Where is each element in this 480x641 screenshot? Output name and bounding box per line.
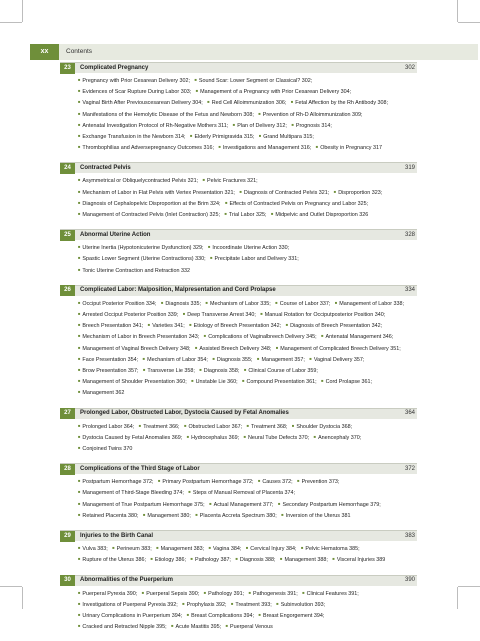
toc-entry[interactable]: ■ Diagnosis 358; [196, 368, 239, 374]
chapter-title: Contracted Pelvis [80, 164, 131, 171]
toc-entry[interactable]: ■ Tonic Uterine Contraction and Retraction 332 [75, 268, 190, 274]
toc-entry[interactable]: ■ Course of Labor 337; [272, 301, 330, 307]
running-header [30, 44, 478, 60]
chapter-section [60, 575, 417, 633]
chapter-num: 29 [60, 531, 75, 542]
toc-entry[interactable]: ■ Management of Contracted Pelvis (Inlet Contraction) 325; [75, 212, 220, 218]
toc-entry[interactable]: ■ Pathogenesis 391; [246, 591, 298, 597]
toc-entry[interactable]: ■ Puerperal Pyrexia 390; [75, 591, 137, 597]
toc-entry[interactable]: ■ Hydrocephalus 369; [184, 435, 239, 441]
toc-entry[interactable]: ■ Diagnosis 388; [232, 557, 275, 563]
chapter-num: 30 [60, 575, 75, 586]
toc-entry[interactable]: ■ Management of a Pregnancy with Prior Cesarean Delivery 304; [193, 89, 351, 95]
toc-entry[interactable]: ■ Mechanism of Labor in Breech Presentation 343; [75, 334, 199, 340]
toc-entry[interactable]: ■ Clinical Features 391; [299, 591, 359, 597]
toc-entry[interactable]: ■ Fetal Affection by the Rh Antibody 308; [288, 100, 388, 106]
toc-entry[interactable]: ■ Treatment 393; [228, 602, 272, 608]
toc-entry[interactable]: ■ Management 383; [153, 546, 204, 552]
toc-entry[interactable]: ■ Diagnosis 355; [209, 357, 252, 363]
chapter-entries [60, 296, 417, 399]
toc-entry[interactable]: ■ Midpelvic and Outlet Disproportion 326 [268, 212, 368, 218]
toc-entry[interactable]: ■ Diagnosis 335; [158, 301, 201, 307]
toc-entry[interactable]: ■ Subinvolution 393; [273, 602, 325, 608]
toc-entry[interactable]: ■ Etiology 386; [147, 557, 186, 563]
chapter-num: 24 [60, 163, 75, 174]
toc-entry[interactable]: ■ Management 362 [75, 390, 124, 396]
toc-entry[interactable]: ■ Breast Complications 394; [184, 613, 254, 619]
chapter-heading[interactable] [60, 162, 417, 173]
toc-entry[interactable]: ■ Obstructed Labor 367; [181, 424, 242, 430]
toc-entry[interactable]: ■ Management 380; [140, 513, 191, 519]
toc-entry[interactable]: ■ Plan of Delivery 312; [230, 123, 287, 129]
chapter-title: Abnormalities of the Puerperium [80, 577, 174, 583]
toc-entry[interactable]: ■ Conjoined Twins 370 [75, 446, 132, 452]
toc-entry[interactable]: ■ Management of Labor 338; [332, 301, 404, 307]
toc-entry[interactable]: ■ Inversion of the Uterus 381 [278, 513, 350, 519]
toc-entry[interactable]: ■ Mechanism of Labor 335; [203, 301, 271, 307]
chapter-entries [60, 419, 417, 455]
toc-entry[interactable]: ■ Trial Labor 325; [221, 212, 266, 218]
toc-entry[interactable]: ■ Management 357; [254, 357, 305, 363]
toc-entry[interactable]: ■ Disproportion 323; [331, 190, 382, 196]
toc-entry[interactable]: ■ Elderly Primigravida 315; [187, 134, 254, 140]
chapter-section [60, 408, 417, 455]
toc-entry[interactable]: ■ Antenatal Management 346; [318, 334, 393, 340]
toc-entry[interactable]: ■ Prevention 373; [294, 479, 339, 485]
toc-entry[interactable]: ■ Occiput Posterior Position 334; [75, 301, 156, 307]
toc-entry[interactable]: ■ Management of Third-Stage Bleeding 374; [75, 490, 184, 496]
toc-entry[interactable]: ■ Assisted Breech Delivery 348; [192, 346, 271, 352]
crop-mark [22, 0, 23, 22]
toc-entry[interactable]: ■ Mechanism of Labor 354; [140, 357, 208, 363]
toc-entry[interactable]: ■ Primary Postpartum Hemorrhage 372; [155, 479, 254, 485]
toc-entry[interactable]: ■ Investigations and Management 316; [215, 145, 311, 151]
toc-entry[interactable]: ■ Spastic Lower Segment (Uterine Contractions) 330; [75, 256, 206, 262]
toc-entry[interactable]: ■ Treatment 366; [136, 424, 180, 430]
table-of-contents [60, 62, 417, 641]
toc-entry[interactable]: ■ Neural Tube Defects 370; [241, 435, 310, 441]
crop-mark [22, 587, 23, 609]
toc-entry[interactable]: ■ Management of Shoulder Presentation 360; [75, 379, 187, 385]
toc-entry[interactable]: ■ Asymmetrical or Obliquelycontracted Pelvis 321; [75, 178, 198, 184]
chapter-title: Complicated Labor: Malposition, Malpresentation and Cord Prolapse [80, 287, 276, 294]
toc-entry[interactable]: ■ Uterine Inertia (Hypotonicuterine Dysfunction) 329; [75, 245, 203, 251]
toc-entry[interactable]: ■ Pathology 387; [188, 557, 231, 563]
page-number-tab: xx [30, 44, 59, 60]
toc-entry[interactable]: ■ Clinical Course of Labor 359; [241, 368, 318, 374]
chapter-section [60, 229, 417, 276]
toc-entry[interactable]: ■ Prophylaxis 392; [179, 602, 226, 608]
chapter-section [60, 285, 417, 399]
toc-entry[interactable]: ■ Causes 372; [255, 479, 293, 485]
toc-entry[interactable]: ■ Puerperal Venous [223, 624, 273, 630]
toc-entry[interactable]: ■ Incoordinate Uterine Action 330; [205, 245, 289, 251]
toc-entry[interactable]: ■ Exchange Transfusion in the Newborn 314; [75, 134, 186, 140]
toc-entry[interactable]: ■ Prognosis 314; [288, 123, 331, 129]
toc-entry[interactable]: ■ Precipitate Labor and Delivery 331; [207, 256, 299, 262]
toc-entry[interactable]: ■ Transverse Lie 358; [140, 368, 195, 374]
toc-entry[interactable]: ■ Brow Presentation 357; [75, 368, 138, 374]
toc-entry[interactable]: ■ Face Presentation 354; [75, 357, 138, 363]
chapter-entries [60, 73, 417, 153]
chapter-page: 383 [404, 532, 415, 539]
toc-entry[interactable]: ■ Pelvic Fractures 321; [200, 178, 258, 184]
toc-entry[interactable]: ■ Anencephaly 370; [311, 435, 362, 441]
toc-entry[interactable]: ■ Puerperal Sepsis 390; [139, 591, 199, 597]
toc-entry[interactable]: ■ Vaginal Delivery 357; [306, 357, 364, 363]
crop-mark [0, 586, 22, 587]
chapter-title: Complications of the Third Stage of Labor [80, 465, 200, 472]
toc-entry[interactable]: ■ Diagnosis of Breech Presentation 342; [283, 323, 382, 329]
chapter-num: 28 [60, 464, 75, 475]
toc-entry[interactable]: ■ Investigations of Puerperal Pyrexia 392; [75, 602, 178, 608]
toc-entry[interactable]: ■ Perineum 383; [109, 546, 151, 552]
toc-entry[interactable]: ■ Urinary Complications in Puerperium 394; [75, 613, 182, 619]
chapter-num: 23 [60, 63, 75, 74]
chapter-title: Complicated Pregnancy [80, 64, 149, 71]
chapter-page: 364 [404, 410, 415, 417]
toc-entry[interactable]: ■ Vagina 384; [206, 546, 242, 552]
toc-entry[interactable]: ■ Manual Rotation for Occiputposterior Position 340; [257, 312, 385, 318]
toc-entry[interactable]: ■ Actual Management 377; [206, 502, 273, 508]
chapter-entries [60, 586, 417, 633]
chapter-entries [60, 541, 417, 565]
toc-entry[interactable]: ■ Management of True Postpartum Hemorrhage 375; [75, 502, 205, 508]
crop-mark [0, 22, 22, 23]
toc-entry[interactable]: ■ Prolonged Labor 364; [75, 424, 134, 430]
chapter-entries [60, 474, 417, 521]
toc-entry[interactable]: ■ Compound Presentation 361; [239, 379, 317, 385]
header-title: Contents [66, 48, 93, 55]
toc-entry[interactable]: ■ Breech Presentation 341; [75, 323, 143, 329]
chapter-page: 302 [404, 64, 415, 71]
crop-mark [457, 587, 458, 609]
toc-entry[interactable]: ■ Arrested Occiput Posterior Position 339; [75, 312, 178, 318]
toc-entry[interactable]: ■ Thrombophilias and Adversepregnancy Outcomes 316; [75, 145, 214, 151]
toc-entry[interactable]: ■ Dystocia Caused by Fetal Anomalies 369; [75, 435, 182, 441]
toc-entry[interactable]: ■ Effects of Contracted Pelvis on Pregnancy and Labor 325; [222, 201, 368, 207]
toc-entry[interactable]: ■ Antenatal Investigation Protocol of Rh-Negative Mothers 311; [75, 123, 228, 129]
chapter-heading[interactable] [60, 229, 417, 240]
toc-entry[interactable]: ■ Breast Engorgement 394; [256, 613, 325, 619]
chapter-heading[interactable] [60, 530, 417, 541]
crop-mark [457, 0, 458, 22]
toc-entry[interactable]: ■ Manifestations of the Hemolytic Disease of the Fetus and Newborn 308; [75, 112, 254, 118]
toc-entry[interactable]: ■ Etiology of Breech Presentation 342; [186, 323, 281, 329]
chapter-entries [60, 173, 417, 220]
chapter-page: 372 [404, 465, 415, 472]
toc-entry[interactable]: ■ Pathology 391; [201, 591, 244, 597]
toc-entry[interactable]: ■ Obesity in Pregnancy 317 [313, 145, 382, 151]
chapter-num: 26 [60, 285, 75, 296]
chapter-heading[interactable] [60, 408, 417, 419]
toc-entry[interactable]: ■ Management 388; [277, 557, 328, 563]
toc-entry[interactable]: ■ Cervical Injury 384; [243, 546, 297, 552]
toc-entry[interactable]: ■ Steps of Manual Removal of Placenta 374; [185, 490, 295, 496]
chapter-title: Injuries to the Birth Canal [80, 532, 154, 539]
toc-entry[interactable]: ■ Management of Vaginal Breech Delivery 348; [75, 346, 191, 352]
crop-mark [458, 586, 480, 587]
toc-entry[interactable]: ■ Vulva 383; [75, 546, 108, 552]
toc-entry[interactable]: ■ Complications of Vaginalbreech Delivery 345; [201, 334, 317, 340]
toc-entry[interactable]: ■ Grand Multipara 315; [256, 134, 314, 140]
toc-entry[interactable]: ■ Secondary Postpartum Hemorrhage 379; [275, 502, 381, 508]
chapter-page: 328 [404, 231, 415, 238]
chapter-page: 390 [404, 577, 415, 583]
toc-entry[interactable]: ■ Management of Complicated Breech Delivery 351; [273, 346, 401, 352]
crop-mark [458, 22, 480, 23]
toc-entry[interactable]: ■ Deep Transverse Arrest 340; [180, 312, 256, 318]
chapter-num: 27 [60, 408, 75, 419]
chapter-section [60, 162, 417, 220]
toc-entry[interactable]: ■ Evidences of Scar Rupture During Labor 303; [75, 89, 191, 95]
chapter-section [60, 530, 417, 565]
toc-entry[interactable]: ■ Shoulder Dystocia 368; [289, 424, 352, 430]
toc-entry[interactable]: ■ Diagnosis of Cephalopelvic Disproportion at the Brim 324; [75, 201, 221, 207]
toc-entry[interactable]: ■ Pregnancy with Prior Cesarean Delivery 302; [75, 78, 190, 84]
toc-entry[interactable]: ■ Diagnosis of Contracted Pelvis 321; [236, 190, 329, 196]
toc-entry[interactable]: ■ Retained Placenta 380; [75, 513, 138, 519]
toc-entry[interactable]: ■ Sound Scar: Lower Segment or Classical? 302; [192, 78, 313, 84]
toc-entry[interactable]: ■ Vaginal Birth After Previouscesarean Delivery 304; [75, 100, 203, 106]
chapter-section [60, 463, 417, 521]
chapter-page: 334 [404, 287, 415, 294]
toc-entry[interactable]: ■ Visceral Injuries 389 [329, 557, 385, 563]
chapter-title: Abnormal Uterine Action [80, 231, 151, 238]
chapter-heading[interactable] [60, 285, 417, 296]
chapter-heading[interactable] [60, 463, 417, 474]
toc-entry[interactable]: ■ Rupture of the Uterus 386; [75, 557, 146, 563]
chapter-title: Prolonged Labor, Obstructed Labor, Dystocia Caused by Fetal Anomalies [80, 410, 289, 417]
chapter-entries [60, 240, 417, 276]
toc-entry[interactable]: ■ Unstable Lie 360; [188, 379, 237, 385]
toc-entry[interactable]: ■ Varieties 341; [145, 323, 185, 329]
toc-entry[interactable]: ■ Mechanism of Labor in Flat Pelvis with Vertex Presentation 321; [75, 190, 235, 196]
chapter-heading[interactable] [60, 575, 417, 586]
toc-entry[interactable]: ■ Postpartum Hemorrhage 372; [75, 479, 153, 485]
toc-entry[interactable]: ■ Acute Mastitis 395; [168, 624, 221, 630]
toc-entry[interactable]: ■ Cracked and Retracted Nipple 395; [75, 624, 167, 630]
chapter-num: 25 [60, 230, 75, 241]
toc-entry[interactable]: ■ Pelvic Hematoma 385; [298, 546, 360, 552]
toc-entry[interactable]: ■ Prevention of Rh-D Alloimmunization 309; [255, 112, 362, 118]
chapter-heading[interactable] [60, 62, 417, 73]
toc-entry[interactable]: ■ Cord Prolapse 361; [318, 379, 372, 385]
toc-entry[interactable]: ■ Placenta Accreta Spectrum 380; [192, 513, 276, 519]
toc-entry[interactable]: ■ Treatment 368; [244, 424, 288, 430]
chapter-page: 319 [404, 164, 415, 171]
chapter-section [60, 62, 417, 153]
toc-entry[interactable]: ■ Red Cell Alloimmunization 306; [204, 100, 286, 106]
